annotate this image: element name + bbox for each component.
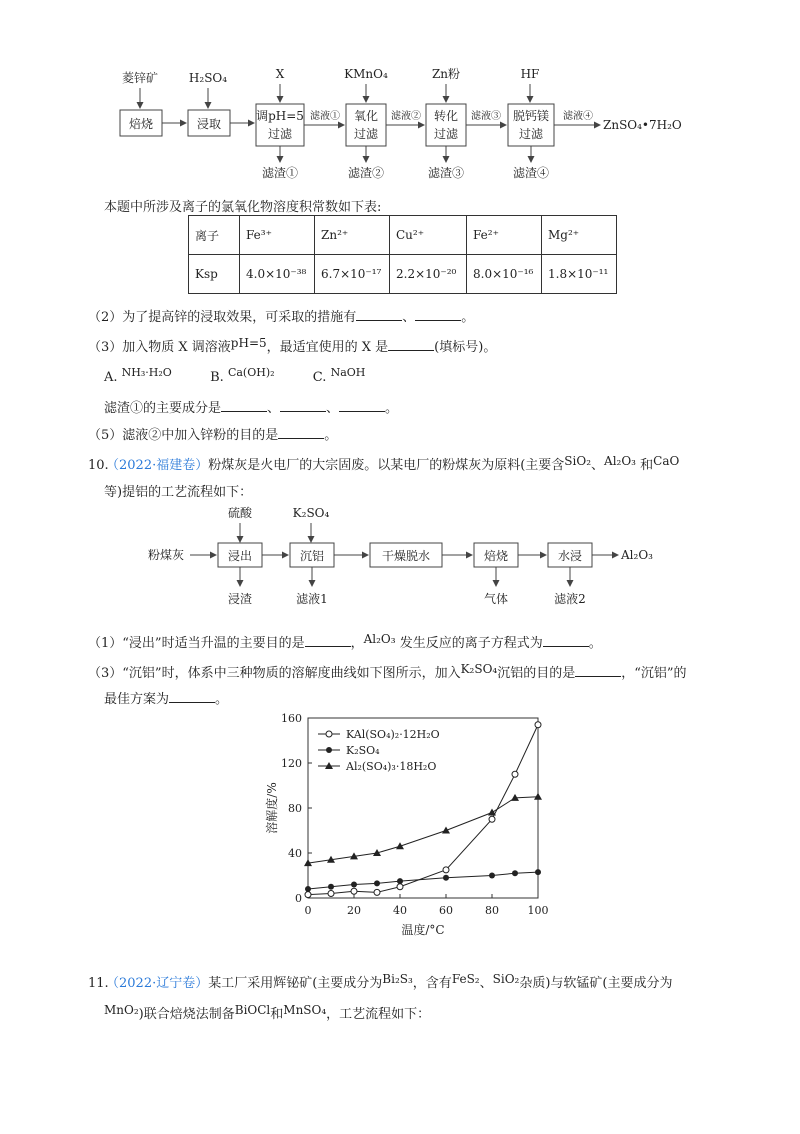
data-point [443, 875, 449, 881]
plot-frame [308, 718, 538, 898]
output-label: 气体 [483, 592, 509, 606]
box-label: 转化 [433, 109, 459, 123]
q11-stem: 11.（2022·辽宁卷）某工厂采用辉铋矿(主要成分为Bi₂S₃，含有FeS₂、SiO₂杂质)与软锰矿(主要成分为 [88, 972, 673, 991]
y-tick-label: 160 [281, 712, 302, 725]
data-point [397, 884, 403, 890]
y-axis-label: 溶解度/% [265, 782, 279, 834]
series-line [308, 797, 538, 863]
table-cell: 8.0×10⁻¹⁶ [467, 255, 542, 294]
box-label: 过滤 [518, 127, 544, 141]
product-label: Al₂O₃ [621, 548, 653, 562]
table-cell: 4.0×10⁻³⁸ [240, 255, 315, 294]
ksp-table [188, 215, 617, 294]
y-tick-label: 80 [288, 802, 302, 815]
y-tick-label: 120 [281, 757, 302, 770]
input-label: 硫酸 [227, 506, 253, 520]
residue-label: 滤渣③ [427, 166, 465, 180]
q10-part3: （3）“沉铝”时，体系中三种物质的溶解度曲线如下图所示，加入K₂SO₄沉铝的目的是 ，“沉铝”的 [88, 662, 687, 681]
data-point [326, 747, 332, 753]
table-cell: 2.2×10⁻²⁰ [390, 255, 467, 294]
filtrate-label: 滤液① [310, 111, 340, 122]
table-cell: Zn²⁺ [315, 216, 390, 255]
source-tag: （2022·福建卷） [106, 458, 209, 473]
residue-label: 滤渣④ [512, 166, 550, 180]
box-label: 干燥脱水 [381, 549, 431, 563]
x-tick-label: 100 [527, 904, 549, 917]
x-tick-label: 40 [393, 904, 407, 917]
start-label: 粉煤灰 [148, 548, 185, 562]
table-cell: Ksp [189, 255, 240, 294]
q9-part5: （5）滤液②中加入锌粉的目的是 。 [88, 428, 338, 443]
q10-part3-cont: 最佳方案为 。 [104, 692, 229, 707]
input-label: 菱锌矿 [121, 71, 159, 85]
aluminum-process-flowchart [0, 495, 800, 615]
input-label: Zn粉 [431, 67, 461, 81]
q10-stem-cont: 等)提铝的工艺流程如下： [104, 485, 253, 500]
table-cell: Fe²⁺ [467, 216, 542, 255]
data-point [512, 771, 518, 777]
box-label: 水浸 [557, 549, 583, 563]
box-label: 沉铝 [299, 549, 325, 563]
input-label: HF [520, 67, 540, 81]
y-tick-label: 0 [295, 892, 302, 905]
q9-part3: （3）加入物质 X 调溶液pH=5，最适宜使用的 X 是 (填标号)。 [88, 336, 497, 355]
filtrate-label: 滤液② [391, 111, 421, 122]
data-point [488, 809, 496, 816]
box-label: 调pH=5 [256, 109, 304, 123]
data-point [328, 891, 334, 897]
input-label: KMnO₄ [344, 67, 388, 81]
data-point [305, 892, 311, 898]
data-point [535, 722, 541, 728]
zinc-process-flowchart [0, 0, 800, 190]
box-label: 氧化 [353, 109, 379, 123]
table-row [189, 255, 617, 294]
q10-stem: 10.（2022·福建卷）粉煤灰是火电厂的大宗固废。以某电厂的粉煤灰为原料(主要含SiO₂、Al₂O₃ 和CaO [88, 454, 680, 473]
table-cell: Fe³⁺ [240, 216, 315, 255]
data-point [374, 880, 380, 886]
output-label: 滤液1 [296, 592, 328, 606]
box-label: 浸出 [227, 549, 253, 563]
table-cell: 离子 [189, 216, 240, 255]
table-cell: 1.8×10⁻¹¹ [542, 255, 617, 294]
q10-part1: （1）“浸出”时适当升温的主要目的是 ，Al₂O₃ 发生反应的离子方程式为 。 [88, 632, 602, 651]
data-point [305, 886, 311, 892]
table-row [189, 216, 617, 255]
q9-part4: 滤渣①的主要成分是 、 、 。 [104, 401, 399, 416]
table-cell: 6.7×10⁻¹⁷ [315, 255, 390, 294]
data-point [326, 731, 332, 737]
filtrate-label: 滤液③ [471, 111, 501, 122]
data-point [512, 870, 518, 876]
data-point [442, 827, 450, 834]
data-point [351, 882, 357, 888]
data-point [534, 793, 542, 800]
table-cell: Mg²⁺ [542, 216, 617, 255]
input-label: K₂SO₄ [292, 506, 330, 520]
source-tag: （2022·辽宁卷） [106, 976, 209, 991]
data-point [328, 884, 334, 890]
data-point [374, 889, 380, 895]
legend-label: Al₂(SO₄)₃·18H₂O [346, 760, 437, 773]
data-point [351, 888, 357, 894]
box-label: 过滤 [433, 127, 459, 141]
box-label: 脱钙镁 [512, 109, 550, 123]
product-label: ZnSO₄•7H₂O [603, 118, 682, 132]
series-line [308, 725, 538, 895]
box-label: 焙烧 [128, 117, 154, 131]
box-label: 过滤 [353, 127, 379, 141]
x-tick-label: 60 [439, 904, 453, 917]
q9-options: A. $^{NH_3\cdot H_2O}$ B. $^{Ca(OH)_2}$ C. $^{NaOH}$ [104, 366, 366, 385]
data-point [397, 878, 403, 884]
output-label: 浸渣 [227, 592, 253, 606]
data-point [443, 867, 449, 873]
residue-label: 滤渣② [347, 166, 385, 180]
data-point [489, 873, 495, 879]
series-line [308, 872, 538, 889]
box-label: 浸取 [196, 117, 222, 131]
data-point [535, 869, 541, 875]
x-tick-label: 0 [304, 904, 312, 917]
output-label: 滤液2 [554, 592, 586, 606]
solubility-chart [250, 706, 550, 956]
residue-label: 滤渣① [261, 166, 299, 180]
q9-part2: （2）为了提高锌的浸取效果，可采取的措施有 、 。 [88, 310, 475, 325]
x-tick-label: 20 [347, 904, 361, 917]
table-intro: 本题中所涉及离子的氯氧化物溶度积常数如下表: [104, 200, 382, 215]
legend-label: KAl(SO₄)₂·12H₂O [346, 728, 440, 741]
box-label: 过滤 [267, 127, 293, 141]
input-label: X [275, 67, 285, 81]
x-tick-label: 80 [485, 904, 499, 917]
y-tick-label: 40 [288, 847, 302, 860]
input-label: H₂SO₄ [188, 71, 228, 85]
box-label: 焙烧 [483, 549, 509, 563]
table-cell: Cu²⁺ [390, 216, 467, 255]
legend-label: K₂SO₄ [346, 744, 380, 757]
q11-stem-cont: MnO₂)联合焙烧法制备BiOCl和MnSO₄，工艺流程如下： [104, 1003, 431, 1022]
filtrate-label: 滤液④ [563, 111, 593, 122]
data-point [489, 816, 495, 822]
x-axis-label: 温度/°C [401, 923, 445, 937]
